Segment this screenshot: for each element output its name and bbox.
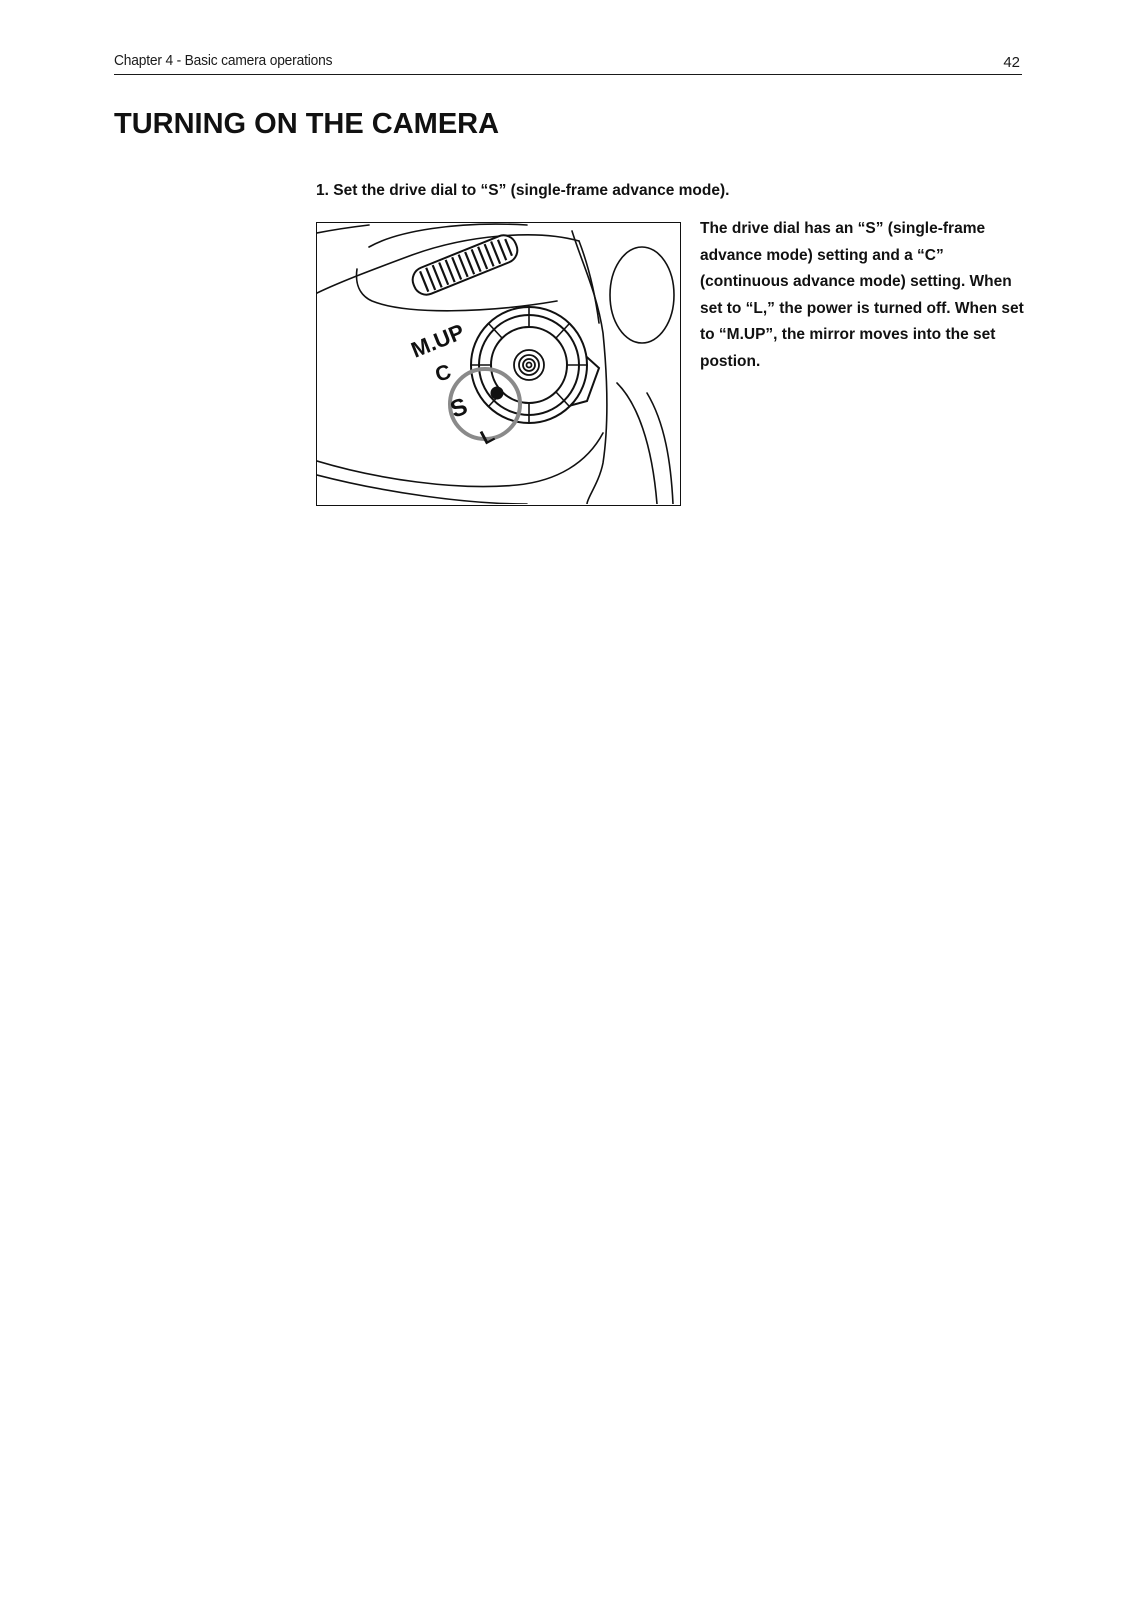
label-lock: L [477,424,499,450]
page-number: 42 [1003,54,1020,71]
label-single: S [446,392,472,424]
chapter-title: Chapter 4 - Basic camera operations [114,52,333,69]
label-continuous: C [432,360,454,387]
drive-dial-description: The drive dial has an “S” (single-frame advance mode) setting and a “C” (continuous advance mode) setting. When set to “L,” the power is turned off. When set to “M.UP”, the mirror moves into the set postion. [700,220,1024,370]
running-header [114,50,1022,75]
label-mirror-up: M.UP [407,318,468,363]
dial-index-dot [491,387,504,400]
page-title: TURNING ON THE CAMERA [114,108,500,140]
drive-dial-illustration [316,222,681,506]
camera-top-drawing [317,223,679,504]
step-instruction: 1. Set the drive dial to “S” (single-frame advance mode). [316,182,730,199]
